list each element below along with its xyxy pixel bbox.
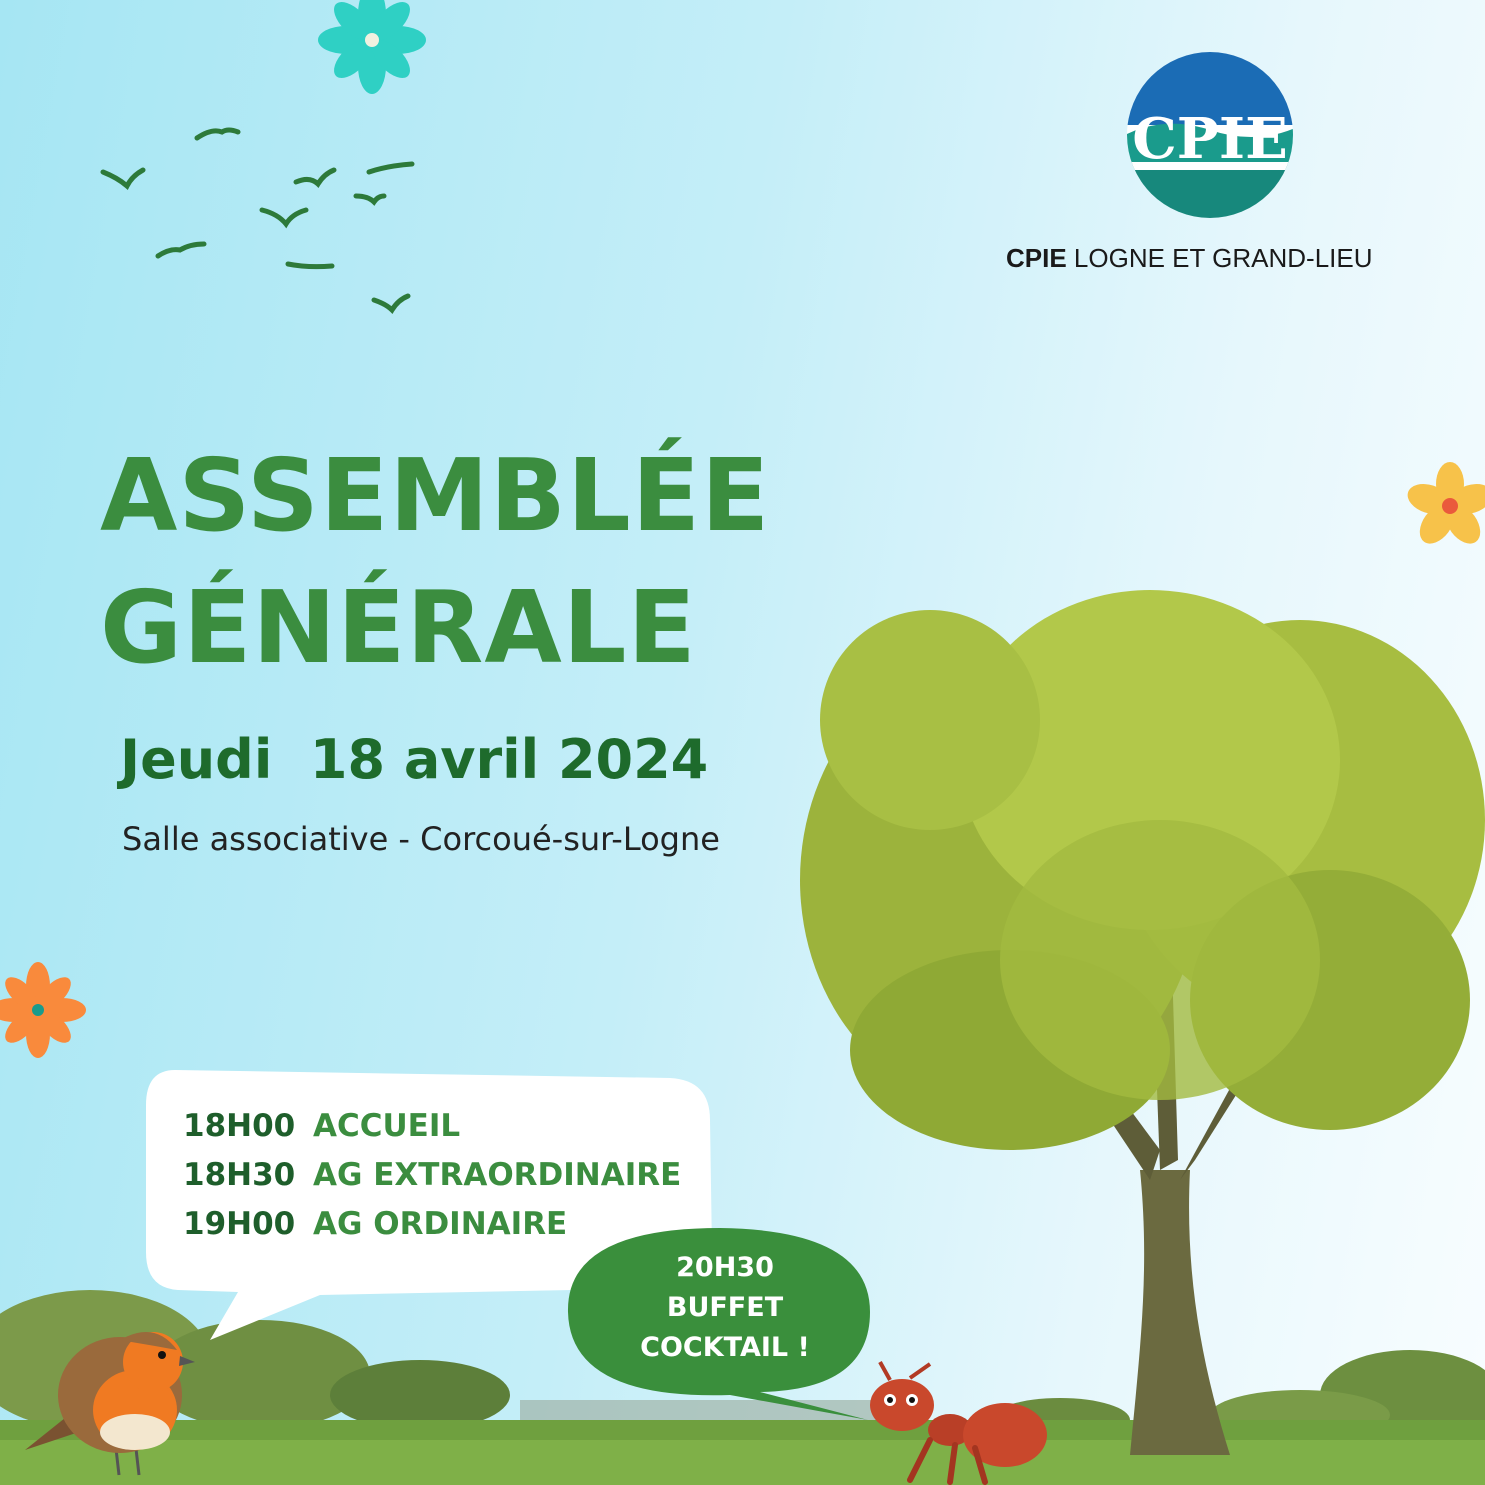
- buffet-text: [580, 1248, 870, 1368]
- robin-icon: [15, 1310, 195, 1480]
- event-title-line1: ASSEMBLÉE: [100, 437, 771, 554]
- event-venue: Salle associative - Corcoué-sur-Logne: [122, 820, 720, 858]
- logo-text: CPIE: [1132, 106, 1288, 172]
- program-label: ACCUEIL: [313, 1108, 461, 1144]
- buffet-line2: COCKTAIL !: [640, 1332, 810, 1363]
- program-time: 18H00: [183, 1108, 296, 1144]
- ant-icon: [860, 1360, 1050, 1485]
- program-item: [183, 1108, 460, 1144]
- program-time: 18H30: [183, 1157, 296, 1193]
- event-title-line2: GÉNÉRALE: [100, 569, 697, 686]
- organization-name-bold: CPIE: [1006, 243, 1067, 273]
- buffet-line1: BUFFET: [666, 1292, 784, 1323]
- organization-name-rest: LOGNE ET GRAND-LIEU: [1066, 243, 1373, 273]
- program-label: AG ORDINAIRE: [313, 1206, 568, 1242]
- program-item: [183, 1157, 681, 1193]
- program-time: 19H00: [183, 1206, 296, 1242]
- buffet-time: 20H30: [676, 1252, 774, 1283]
- program-item: [183, 1206, 567, 1242]
- event-date: Jeudi 18 avril 2024: [120, 728, 709, 791]
- program-label: AG EXTRAORDINAIRE: [313, 1157, 682, 1193]
